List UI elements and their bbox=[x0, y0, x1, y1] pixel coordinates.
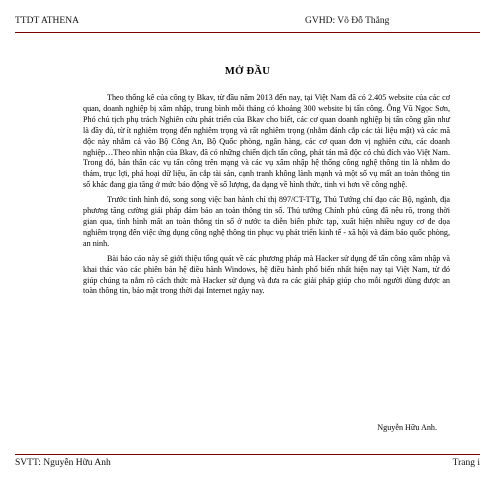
header-right-text: GVHD: Võ Đỗ Thắng bbox=[305, 16, 390, 26]
paragraph-1: Theo thống kê của công ty Bkav, từ đầu năm 2013 đến nay, tại Việt Nam đã có 2.405 website của các cơ quan, doanh nghiệp bị xâm nhập, trung bình mỗi tháng có khoảng 300 website bị tấn công. Ông Vũ Ngọc Sơn, Phó chủ tịch phụ trách Nghiên cứu phát triển của Bkav cho biết, các cơ quan doanh nghiệp bị tấn công gần như là đầy đủ, từ ít nghiêm trọng đến nghiêm trọng và rất nghiêm trọng (nhằm đánh cắp các tài liệu mật) và các mã độc này nhắm cả vào Bộ Công An, Bộ Quốc phòng, ngân hàng, các cơ quan đơn vị nghiên cứu, các doanh nghiệp…Theo nhìn nhận của Bkav, đã có những chiến dịch tấn công, phát tán mã độc có chủ đích vào Việt Nam. Trong đó, bản thân các vụ tấn công trên mạng và các vụ xâm nhập hệ thống công nghệ thông tin là nhằm do thám, trục lợi, phá hoại dữ liệu, ăn cắp tài sản, cạnh tranh không lành mạnh và một số vụ mất an toàn thông tin số khác đang gia tăng ở mức báo động về số lượng, đa dạng về hình thức, tinh vi hơn về công nghệ. bbox=[83, 93, 450, 190]
page-header bbox=[15, 14, 480, 33]
page-title: MỞ ĐẦU bbox=[224, 66, 271, 77]
paragraph-2: Trước tình hình đó, song song việc ban hành chỉ thị 897/CT-TTg, Thủ Tướng chỉ đạo các Bộ, ngành, địa phương tăng cường giải pháp đảm bảo an toàn thông tin số. Thủ tướng Chính phủ cũng đã nêu rõ, trong thời gian qua, tình hình mất an toàn thông tin số ở nước ta diễn biến phức tạp, xuất hiện nhiều nguy cơ đe dọa nghiêm trọng đến việc ứng dụng công nghệ thông tin phục vụ phát triển kinh tế - xã hội và đảm bảo quốc phòng, an ninh. bbox=[83, 195, 450, 248]
footer-left-text: SVTT: Nguyễn Hữu Anh bbox=[15, 458, 111, 468]
page-number: Trang i bbox=[452, 458, 480, 468]
document-body bbox=[83, 93, 450, 301]
header-left-text: TTDT ATHENA bbox=[15, 16, 79, 26]
page-footer bbox=[15, 454, 480, 475]
paragraph-3: Bài báo cáo này sẽ giới thiệu tổng quát về các phương pháp mà Hacker sử dụng để tấn công xâm nhập và khai thác vào các phiên bản hệ điều hành Windows, hệ điều hành phổ biến nhất hiện nay tại Việt Nam, từ đó giúp chúng ta nắm rõ cách thức mà Hacker sử dụng và đưa ra các giải pháp giúp cho mỗi người dùng được an toàn thông tin, bảo mật trong thời đại Internet ngày nay. bbox=[83, 253, 450, 296]
author-signature: Nguyễn Hữu Anh. bbox=[377, 423, 437, 432]
